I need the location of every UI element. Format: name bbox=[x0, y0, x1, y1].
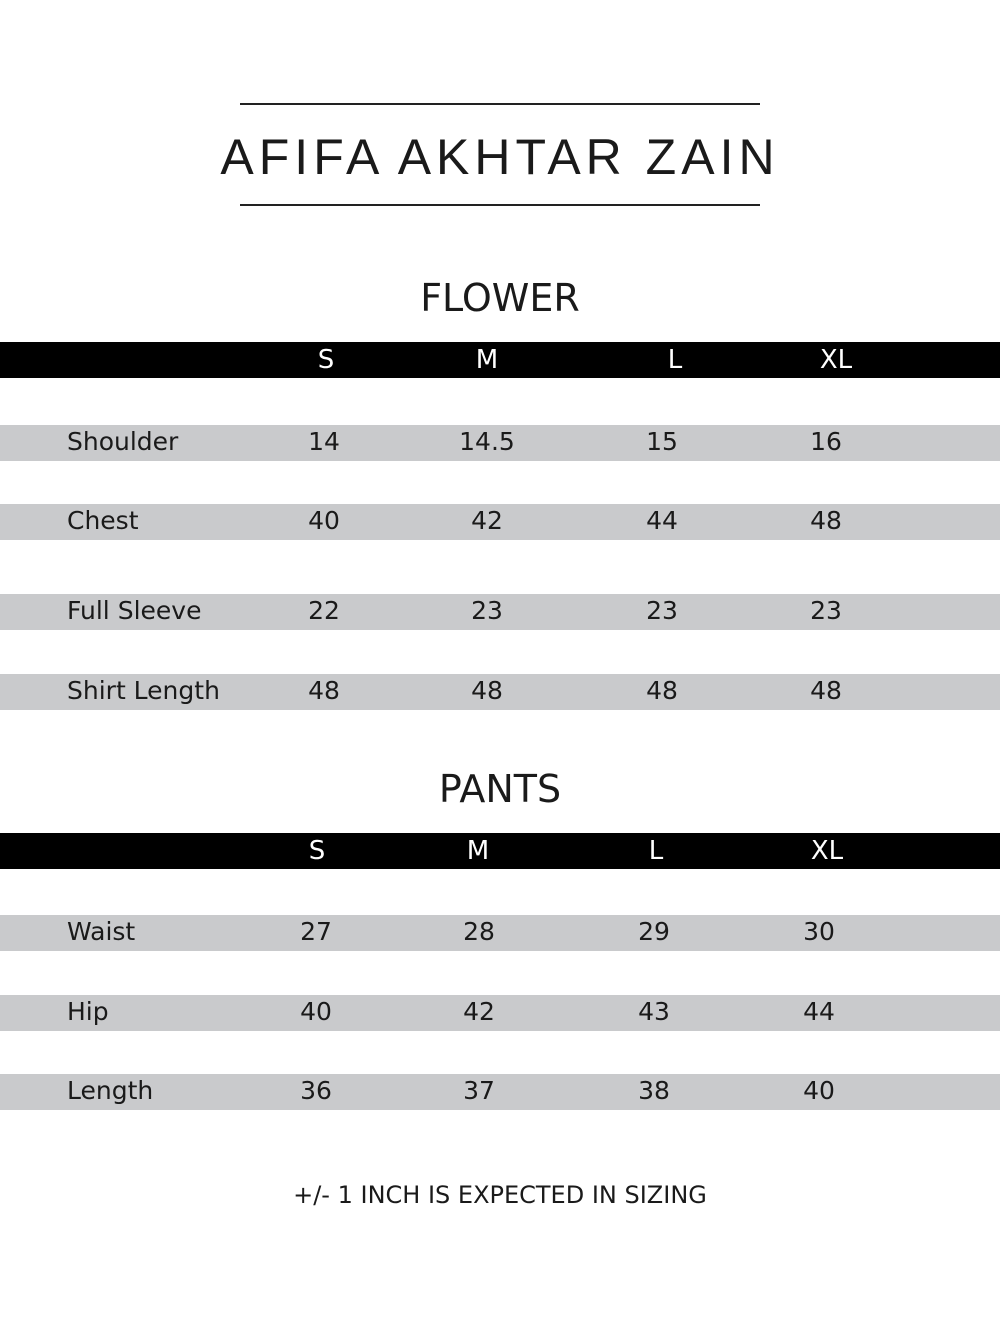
sizing-note: +/- 1 INCH IS EXPECTED IN SIZING bbox=[293, 1181, 707, 1209]
flower-size-header bbox=[0, 342, 1000, 378]
cell-value: 40 bbox=[803, 1076, 835, 1105]
row-label: Full Sleeve bbox=[67, 596, 202, 625]
cell-value: 36 bbox=[300, 1076, 332, 1105]
brand-name: AFIFA AKHTAR ZAIN bbox=[220, 129, 780, 185]
cell-value: 44 bbox=[646, 506, 678, 535]
size-header-s: S bbox=[308, 836, 326, 866]
row-label: Shirt Length bbox=[67, 676, 220, 705]
cell-value: 42 bbox=[463, 997, 495, 1026]
cell-value: 48 bbox=[810, 676, 842, 705]
cell-value: 43 bbox=[638, 997, 670, 1026]
table-row bbox=[0, 915, 1000, 951]
flower-section-title: FLOWER bbox=[420, 276, 580, 320]
row-label: Length bbox=[67, 1076, 154, 1105]
cell-value: 16 bbox=[810, 427, 842, 456]
cell-value: 28 bbox=[463, 917, 495, 946]
size-header-s: S bbox=[317, 345, 335, 375]
cell-value: 37 bbox=[463, 1076, 495, 1105]
table-row bbox=[0, 504, 1000, 540]
row-label: Waist bbox=[67, 917, 136, 946]
size-header-m: M bbox=[475, 345, 499, 375]
size-header-l: L bbox=[667, 345, 683, 375]
pants-size-header bbox=[0, 833, 1000, 869]
cell-value: 27 bbox=[300, 917, 332, 946]
cell-value: 48 bbox=[810, 506, 842, 535]
pants-section-title: PANTS bbox=[438, 767, 562, 811]
cell-value: 38 bbox=[638, 1076, 670, 1105]
brand-top-rule bbox=[240, 103, 760, 105]
table-row bbox=[0, 995, 1000, 1031]
table-row bbox=[0, 425, 1000, 461]
cell-value: 42 bbox=[471, 506, 503, 535]
brand-bottom-rule bbox=[240, 204, 760, 206]
cell-value: 40 bbox=[308, 506, 340, 535]
table-row bbox=[0, 1074, 1000, 1110]
cell-value: 23 bbox=[810, 596, 842, 625]
cell-value: 22 bbox=[308, 596, 340, 625]
size-header-l: L bbox=[648, 836, 664, 866]
table-row bbox=[0, 594, 1000, 630]
cell-value: 15 bbox=[646, 427, 678, 456]
cell-value: 40 bbox=[300, 997, 332, 1026]
cell-value: 14.5 bbox=[459, 427, 515, 456]
cell-value: 29 bbox=[638, 917, 670, 946]
cell-value: 30 bbox=[803, 917, 835, 946]
table-row bbox=[0, 674, 1000, 710]
cell-value: 23 bbox=[646, 596, 678, 625]
size-header-xl: XL bbox=[810, 836, 844, 866]
cell-value: 48 bbox=[308, 676, 340, 705]
cell-value: 48 bbox=[471, 676, 503, 705]
size-header-m: M bbox=[466, 836, 490, 866]
cell-value: 48 bbox=[646, 676, 678, 705]
cell-value: 14 bbox=[308, 427, 340, 456]
row-label: Chest bbox=[67, 506, 139, 535]
size-header-xl: XL bbox=[819, 345, 853, 375]
cell-value: 23 bbox=[471, 596, 503, 625]
row-label: Shoulder bbox=[67, 427, 179, 456]
cell-value: 44 bbox=[803, 997, 835, 1026]
row-label: Hip bbox=[67, 997, 109, 1026]
